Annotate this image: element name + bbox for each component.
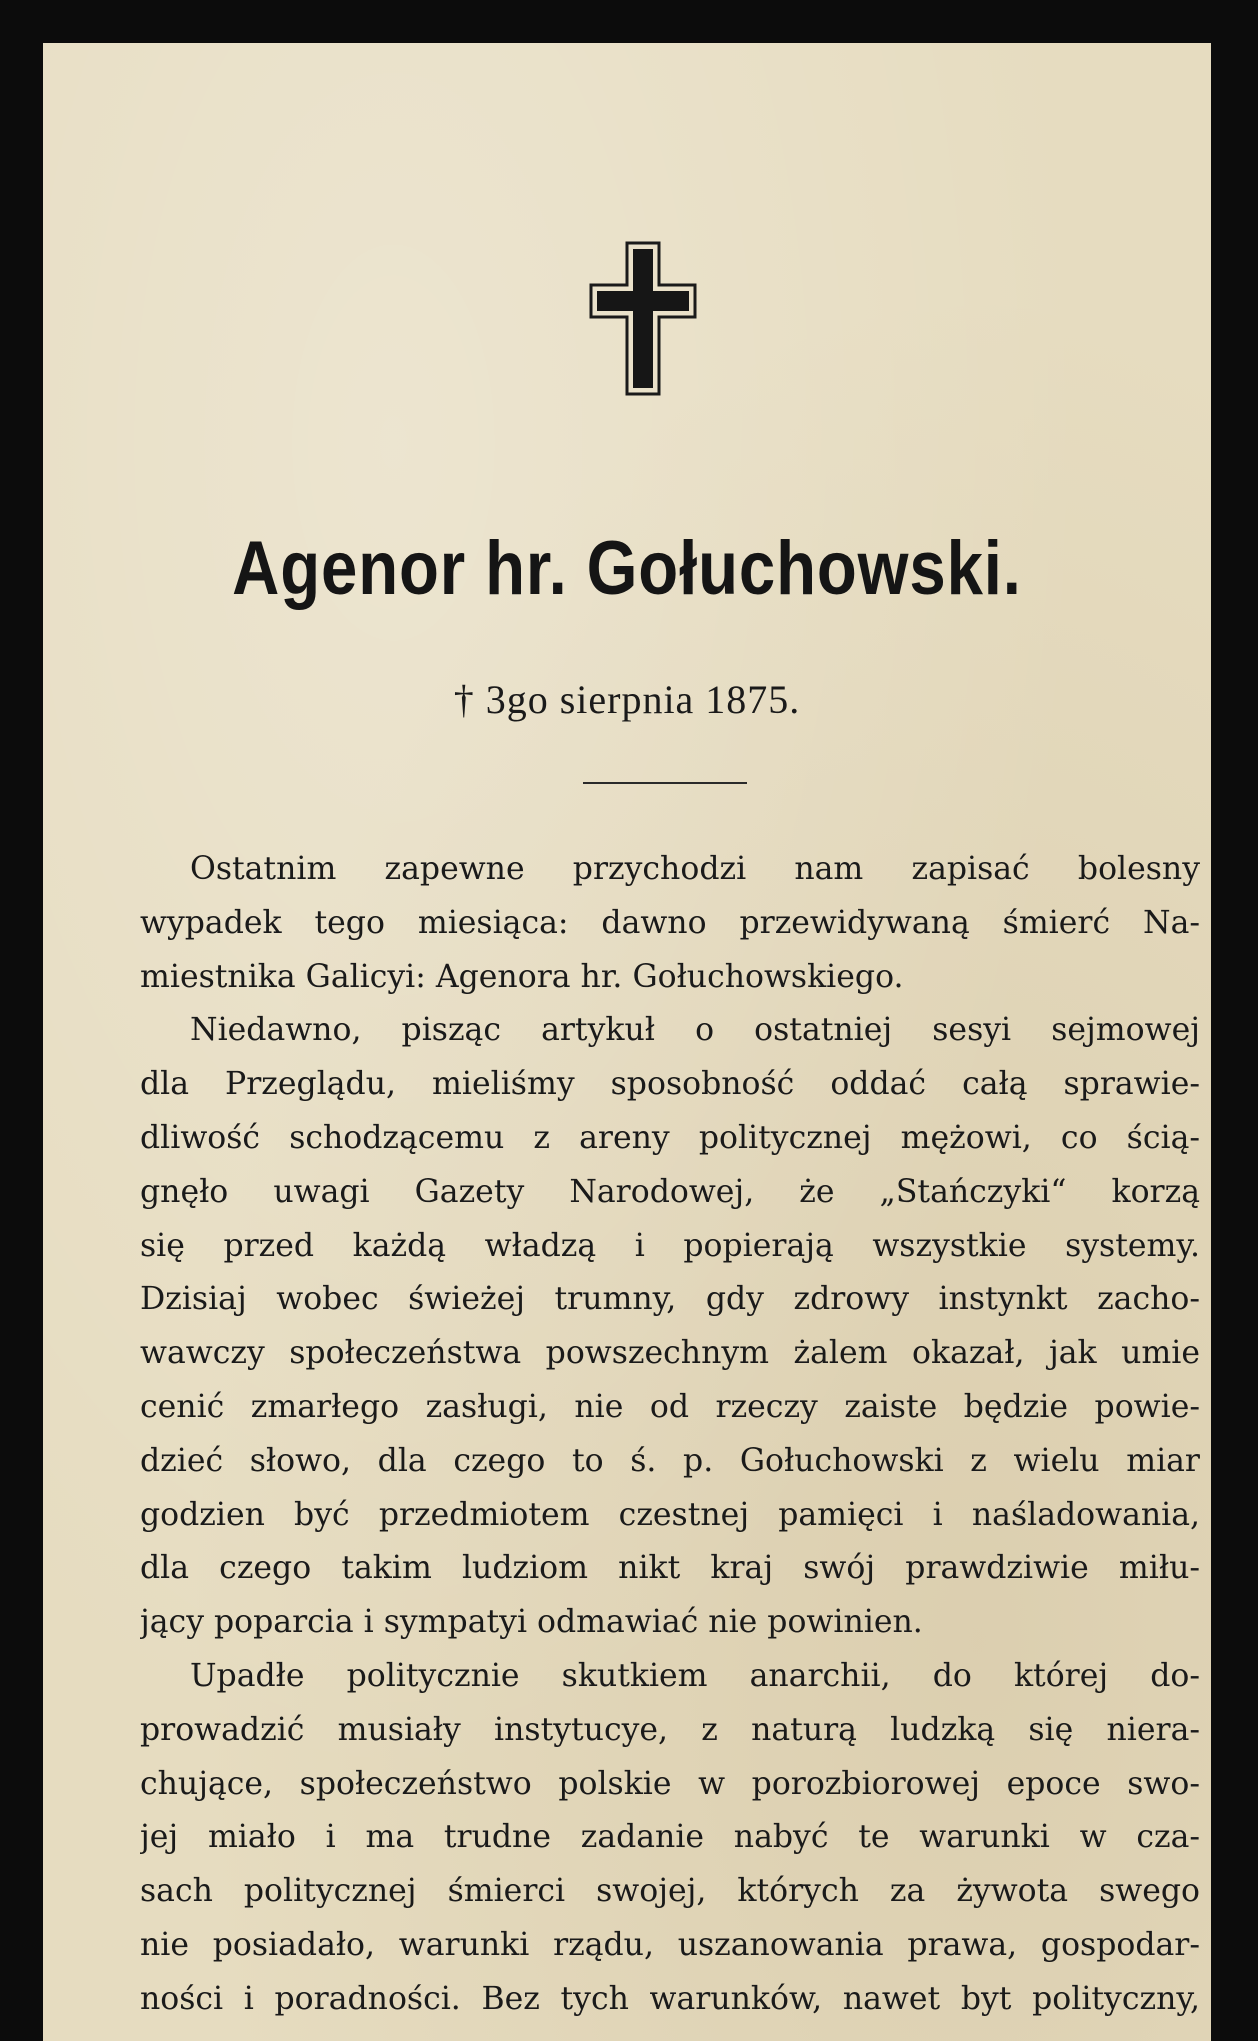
text-line: dliwość schodzącemu z areny politycznej mężowi, co ścią- xyxy=(140,1119,1200,1156)
text-line: sach politycznej śmierci swojej, których za żywota swego xyxy=(140,1873,1200,1910)
latin-cross-icon xyxy=(589,241,697,396)
text-fragment: dla Przeglądu, mieliśmy sposobność oddać całą sprawie- xyxy=(140,1066,1200,1103)
death-date: † 3go sierpnia 1875. xyxy=(453,677,801,722)
text-line: Dzisiaj wobec świeżej trumny, gdy zdrowy instynkt zacho- xyxy=(140,1281,1200,1318)
text-line: Upadłe politycznie skutkiem anarchii, do której do- xyxy=(190,1657,1200,1694)
divider-rule xyxy=(583,782,747,784)
text-line: cenić zmarłego zasługi, nie od rzeczy zaiste będzie powie- xyxy=(140,1388,1200,1425)
text-line: jący poparcia i sympatyi odmawiać nie powinien. xyxy=(140,1604,923,1641)
text-line xyxy=(140,1058,1200,1112)
text-line: godzien być przedmiotem czestnej pamięci i naśladowania, xyxy=(140,1496,1200,1533)
text-line: chujące, społeczeństwo polskie w porozbiorowej epoce swo- xyxy=(140,1765,1200,1802)
text-line: dla czego takim ludziom nikt kraj swój prawdziwie miłu- xyxy=(140,1550,1200,1587)
text-line: Ostatnim zapewne przychodzi nam zapisać bolesny xyxy=(190,851,1200,887)
article-body xyxy=(140,843,1200,2027)
text-line: miestnika Galicyi: Agenora hr. Gołuchowskiego. xyxy=(140,958,904,995)
text-line: gnęło uwagi Gazety Narodowej, że „Stańczyki“ korzą xyxy=(140,1173,1200,1210)
text-line: prowadzić musiały instytucye, z naturą ludzką się niera- xyxy=(140,1711,1200,1748)
text-line: nie posiadało, warunki rządu, uszanowania prawa, gospodar- xyxy=(140,1926,1200,1963)
text-line: Niedawno, pisząc artykuł o ostatniej sesyi sejmowej xyxy=(190,1012,1200,1049)
text-line: się przed każdą władzą i popierają wszystkie systemy. xyxy=(140,1227,1200,1264)
obituary-headline: Agenor hr. Gołuchowski. xyxy=(232,526,1022,611)
newspaper-page xyxy=(43,43,1211,2041)
text-line: wypadek tego miesiąca: dawno przewidywaną śmierć Na- xyxy=(140,904,1200,941)
text-line: jej miało i ma trudne zadanie nabyć te warunki w cza- xyxy=(140,1819,1200,1856)
text-line: ności i poradności. Bez tych warunków, nawet byt polityczny, xyxy=(140,1980,1200,2017)
text-line: dzieć słowo, dla czego to ś. p. Gołuchowski z wielu miar xyxy=(140,1442,1200,1479)
text-line: wawczy społeczeństwa powszechnym żalem okazał, jak umie xyxy=(140,1335,1200,1372)
